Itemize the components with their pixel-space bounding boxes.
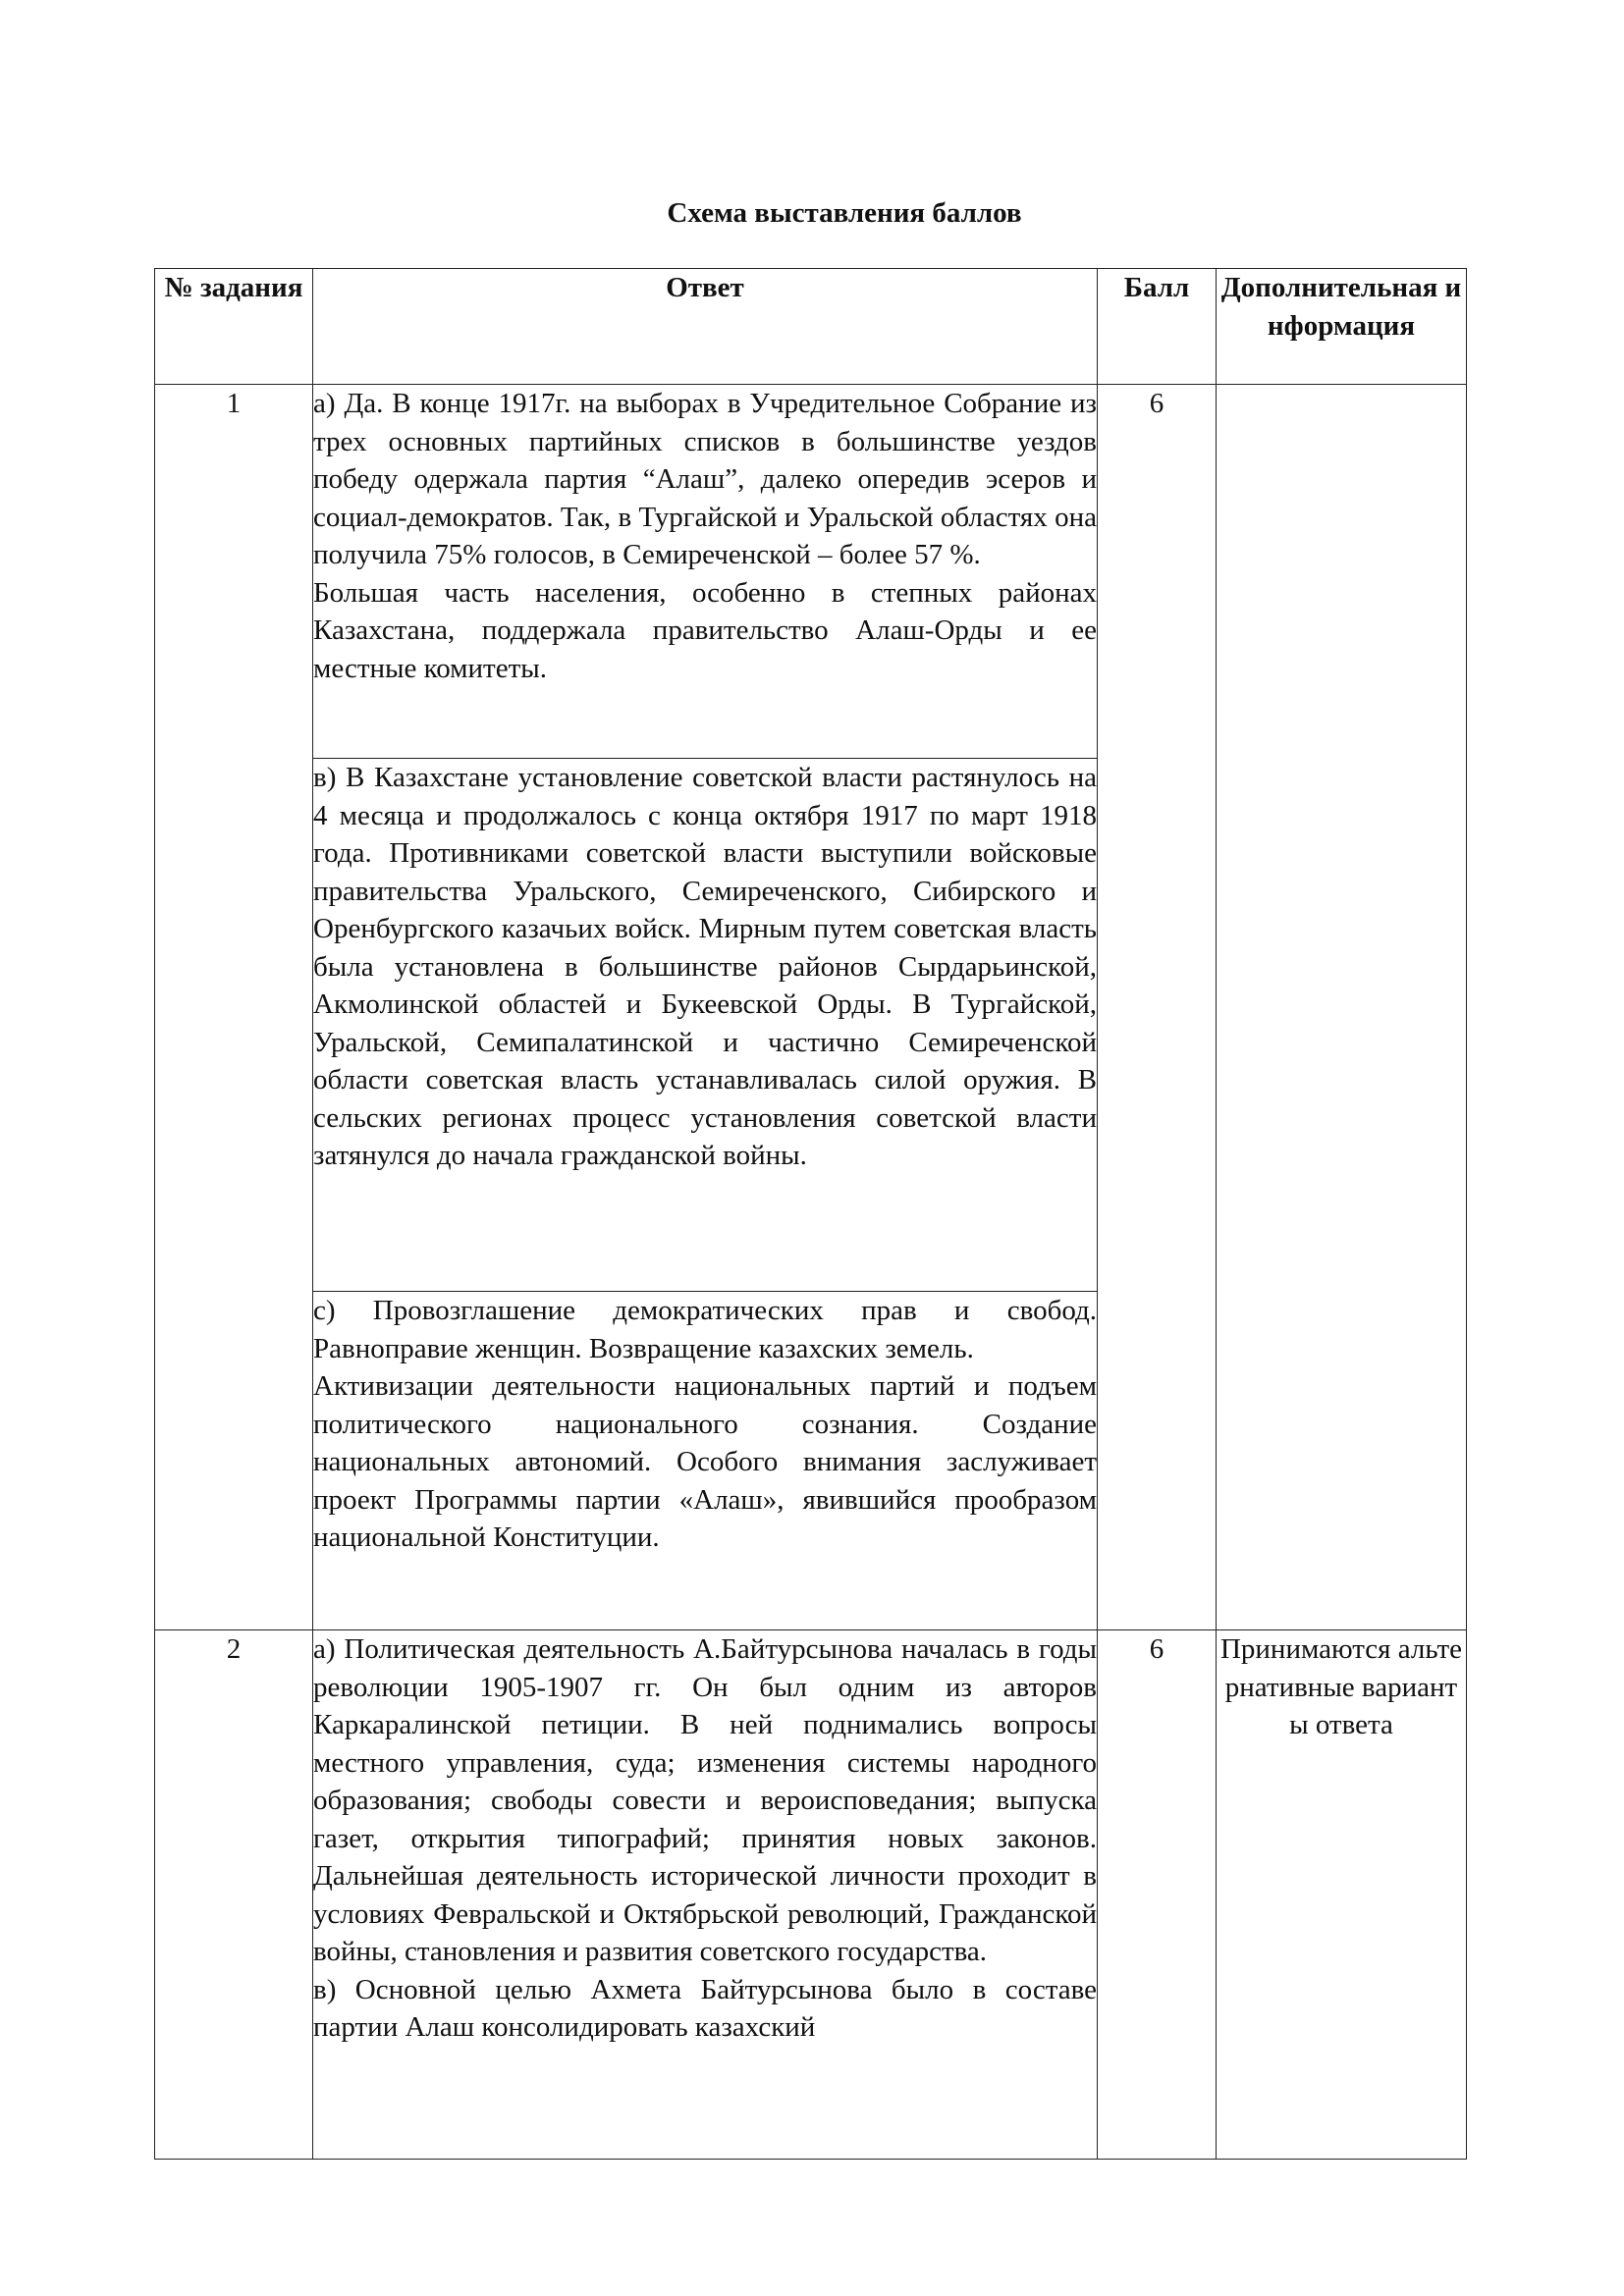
table-row <box>155 385 1467 759</box>
score-table <box>154 268 1467 2160</box>
info-cell <box>1217 385 1467 1630</box>
answer-paragraph: Активизации деятельности национальных партий и подъем политического национального сознания. Создание национальных автономий. Особого внимания заслуживает проект Программы партии «Алаш», явившийся прообразом национальной Конституции. <box>313 1370 1097 1553</box>
page-title: Схема выставления баллов <box>667 197 1022 229</box>
answer-cell <box>313 759 1098 1292</box>
answer-cell <box>313 1292 1098 1630</box>
table-header-row <box>155 269 1467 385</box>
task-number: 1 <box>155 385 313 1630</box>
table-row <box>155 1630 1467 2160</box>
score-cell: 6 <box>1098 385 1217 1630</box>
header-task-number: № задания <box>155 269 313 385</box>
answer-paragraph: в) Основной целью Ахмета Байтурсынова было в составе партии Алаш консолидировать казахский <box>313 1973 1097 2043</box>
answer-paragraph: в) В Казахстане установление советской власти растянулось на 4 месяца и продолжалось с конца октября 1917 по март 1918 года. Противниками советской власти выступили войсковые правительства Уральского, Семиреченского, Сибирского и Оренбургского казачьих войск. Мирным путем советская власть была установлена в большинстве районов Сырдарьинской, Акмолинской областей и Букеевской Орды. В Тургайской, Уральской, Семипалатинской и частично Семиреченской области советская власть устанавливалась силой оружия. В сельских регионах процесс установления советской власти затянулся до начала гражданской войны. <box>313 762 1097 1171</box>
answer-paragraph: с) Провозглашение демократических прав и свобод. Равноправие женщин. Возвращение казахских земель. <box>313 1295 1097 1364</box>
answer-paragraph: а) Да. В конце 1917г. на выборах в Учредительное Собрание из трех основных партийных списков в большинстве уездов победу одержала партия “Алаш”, далеко опередив эсеров и социал-демократов. Так, в Тургайской и Уральской областях она получила 75% голосов, в Семиреченской – более 57 %. <box>313 388 1097 570</box>
header-answer: Ответ <box>313 269 1098 385</box>
task-number: 2 <box>155 1630 313 2160</box>
header-additional-info: Дополнительная информация <box>1217 269 1467 385</box>
answer-cell <box>313 1630 1098 2160</box>
header-score: Балл <box>1098 269 1217 385</box>
answer-paragraph: Большая часть населения, особенно в степных районах Казахстана, поддержала правительство Алаш-Орды и ее местные комитеты. <box>313 576 1097 684</box>
score-cell: 6 <box>1098 1630 1217 2160</box>
answer-cell <box>313 385 1098 759</box>
info-cell: Принимаются альтернативные варианты ответа <box>1217 1630 1467 2160</box>
answer-paragraph: а) Политическая деятельность А.Байтурсынова началась в годы революции 1905-1907 гг. Он был одним из авторов Каркаралинской петиции. В ней поднимались вопросы местного управления, суда; изменения системы народного образования; свободы совести и вероисповедания; выпуска газет, открытия типографий; принятия новых законов. Дальнейшая деятельность исторической личности проходит в условиях Февральской и Октябрьской революций, Гражданской войны, становления и развития советского государства. <box>313 1633 1097 1967</box>
